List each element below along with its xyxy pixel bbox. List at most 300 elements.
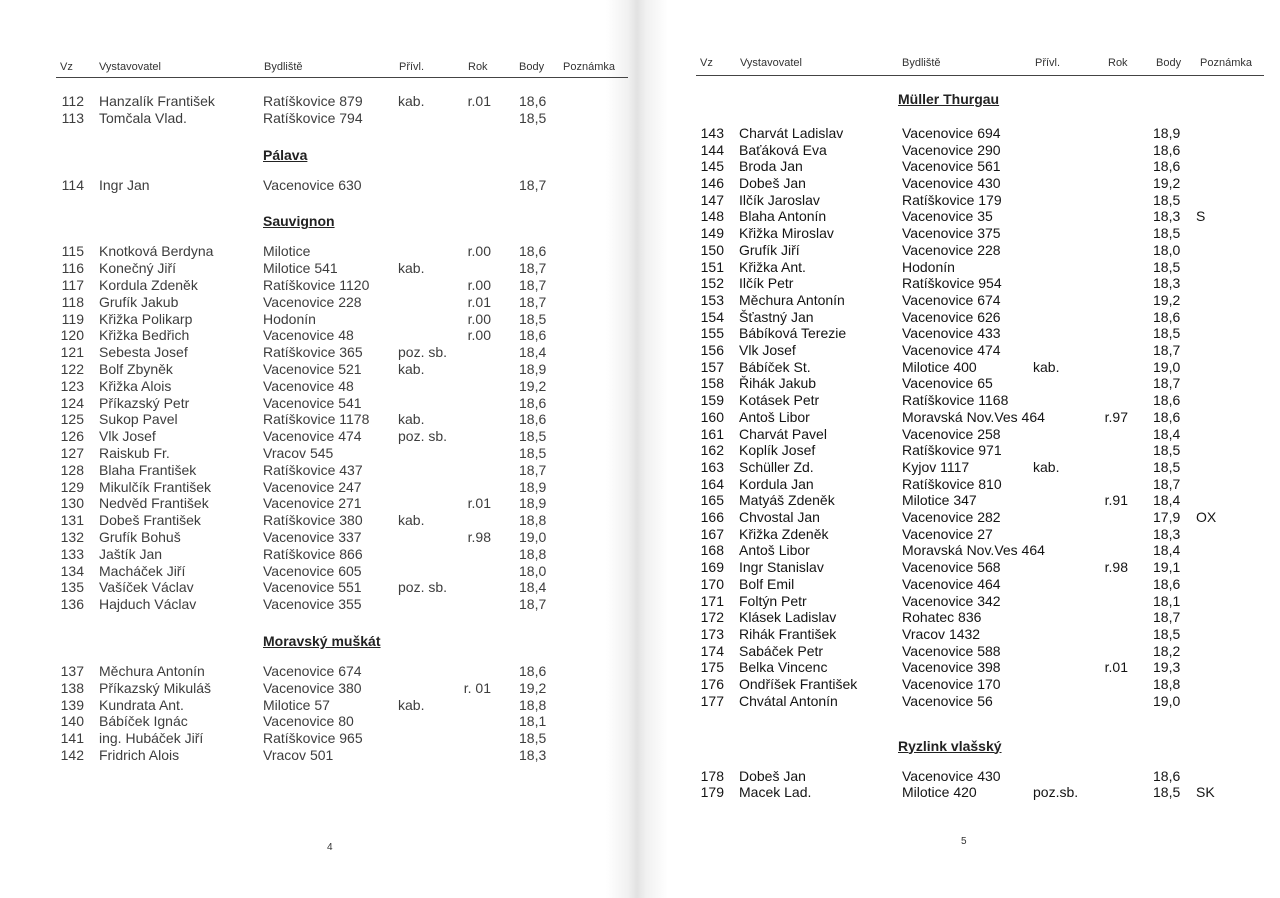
points: 18,3 bbox=[1153, 526, 1181, 542]
points: 19,1 bbox=[1153, 559, 1181, 575]
entry-number: 160 bbox=[700, 409, 724, 425]
entry-number: 167 bbox=[700, 526, 724, 542]
attribute: poz. sb. bbox=[398, 344, 448, 360]
attribute: kab. bbox=[398, 411, 425, 427]
exhibitor-name: Nedvěd František bbox=[99, 495, 209, 511]
residence: Milotice 541 bbox=[263, 260, 338, 276]
table-row bbox=[640, 275, 1280, 292]
table-row bbox=[640, 225, 1280, 242]
exhibitor-name: Dobeš Jan bbox=[739, 768, 806, 784]
points: 19,0 bbox=[1153, 359, 1181, 375]
exhibitor-name: Šťastný Jan bbox=[739, 309, 814, 325]
residence: Ratíškovice 954 bbox=[902, 275, 1002, 291]
exhibitor-name: Antoš Libor bbox=[739, 542, 810, 558]
residence: Vracov 545 bbox=[263, 445, 334, 461]
entry-number: 176 bbox=[700, 676, 724, 692]
section-heading: Pálava bbox=[263, 146, 308, 163]
table-row bbox=[0, 596, 640, 613]
points: 19,0 bbox=[1153, 693, 1181, 709]
exhibitor-name: Bolf Zbyněk bbox=[99, 361, 173, 377]
table-row bbox=[640, 392, 1280, 409]
exhibitor-name: Ilčík Petr bbox=[739, 275, 794, 291]
residence: Vacenovice 694 bbox=[902, 125, 1001, 141]
entry-number: 151 bbox=[700, 259, 724, 275]
points: 19,2 bbox=[1153, 292, 1181, 308]
residence: Vacenovice 247 bbox=[263, 479, 362, 495]
column-header-points: Body bbox=[1156, 57, 1182, 69]
residence: Hodonín bbox=[902, 259, 955, 275]
table-row bbox=[0, 378, 640, 395]
points: 18,9 bbox=[519, 479, 547, 495]
residence: Vacenovice 228 bbox=[263, 294, 362, 310]
points: 18,5 bbox=[1153, 784, 1181, 800]
points: 18,3 bbox=[1153, 275, 1181, 291]
entry-number: 129 bbox=[60, 479, 84, 495]
attribute: kab. bbox=[398, 260, 425, 276]
entry-number: 173 bbox=[700, 626, 724, 642]
residence: Ratíškovice 365 bbox=[263, 344, 363, 360]
entry-number: 133 bbox=[60, 546, 84, 562]
points: 18,5 bbox=[519, 428, 547, 444]
table-row bbox=[0, 495, 640, 512]
residence: Vracov 1432 bbox=[902, 626, 981, 642]
exhibitor-name: Řihák Jakub bbox=[739, 375, 817, 391]
entry-number: 137 bbox=[60, 663, 84, 679]
points: 19,3 bbox=[1153, 659, 1181, 675]
exhibitor-name: Antoš Libor bbox=[739, 409, 810, 425]
residence: Vacenovice 541 bbox=[263, 395, 362, 411]
exhibitor-name: Mikulčík František bbox=[99, 479, 212, 495]
entry-number: 154 bbox=[700, 309, 724, 325]
residence: Vacenovice 398 bbox=[902, 659, 1001, 675]
entry-number: 174 bbox=[700, 643, 724, 659]
vintage-year: r.00 bbox=[467, 311, 491, 327]
entry-number: 153 bbox=[700, 292, 724, 308]
points: 18,6 bbox=[1153, 768, 1181, 784]
entry-number: 145 bbox=[700, 158, 724, 174]
table-row bbox=[0, 294, 640, 311]
table-row bbox=[0, 529, 640, 546]
exhibitor-name: Ingr Stanislav bbox=[739, 559, 824, 575]
entry-number: 178 bbox=[700, 768, 724, 784]
points: 18,7 bbox=[519, 177, 547, 193]
residence: Vacenovice 35 bbox=[902, 208, 993, 224]
residence: Vacenovice 474 bbox=[263, 428, 362, 444]
exhibitor-name: Kordula Zdeněk bbox=[99, 277, 198, 293]
attribute: kab. bbox=[1033, 459, 1060, 475]
points: 19,2 bbox=[1153, 175, 1181, 191]
entry-number: 149 bbox=[700, 225, 724, 241]
entry-number: 170 bbox=[700, 576, 724, 592]
exhibitor-name: Ingr Jan bbox=[99, 177, 150, 193]
exhibitor-name: Kordula Jan bbox=[739, 476, 814, 492]
table-row bbox=[640, 526, 1280, 543]
exhibitor-name: Chvostal Jan bbox=[739, 509, 820, 525]
entry-number: 124 bbox=[60, 395, 84, 411]
residence: Vacenovice 27 bbox=[902, 526, 993, 542]
residence: Hodonín bbox=[263, 311, 316, 327]
residence: Vacenovice 258 bbox=[902, 426, 1001, 442]
entry-number: 143 bbox=[700, 125, 724, 141]
residence: Vacenovice 561 bbox=[902, 158, 1001, 174]
note: S bbox=[1196, 208, 1206, 224]
exhibitor-name: Blaha Antonín bbox=[739, 208, 827, 224]
entry-number: 118 bbox=[61, 294, 84, 310]
entry-number: 123 bbox=[60, 378, 84, 394]
points: 18,5 bbox=[1153, 259, 1181, 275]
exhibitor-name: Charvát Pavel bbox=[739, 426, 827, 442]
vintage-year: r.91 bbox=[1104, 492, 1128, 508]
attribute: poz.sb. bbox=[1033, 784, 1079, 800]
table-row bbox=[640, 192, 1280, 209]
table-row bbox=[0, 462, 640, 479]
residence: Vacenovice 48 bbox=[263, 327, 354, 343]
entry-number: 146 bbox=[700, 175, 724, 191]
column-header-note: Poznámka bbox=[563, 61, 615, 73]
exhibitor-name: Příkazský Mikuláš bbox=[99, 680, 212, 696]
exhibitor-name: Křižka Polikarp bbox=[99, 311, 193, 327]
entry-number: 162 bbox=[700, 442, 724, 458]
residence: Rohatec 836 bbox=[902, 609, 982, 625]
entry-number: 159 bbox=[700, 392, 724, 408]
table-row bbox=[640, 292, 1280, 309]
points: 18,8 bbox=[1153, 676, 1181, 692]
entry-number: 165 bbox=[700, 492, 724, 508]
entry-number: 126 bbox=[60, 428, 84, 444]
attribute: kab. bbox=[1033, 359, 1060, 375]
exhibitor-name: Jaštík Jan bbox=[99, 546, 163, 562]
residence: Vacenovice 588 bbox=[902, 643, 1001, 659]
entry-number: 113 bbox=[61, 110, 84, 126]
residence: Vacenovice 630 bbox=[263, 177, 362, 193]
exhibitor-name: Sabáček Petr bbox=[739, 643, 824, 659]
exhibitor-name: Klásek Ladislav bbox=[739, 609, 837, 625]
table-row bbox=[0, 697, 640, 714]
entry-number: 121 bbox=[60, 344, 84, 360]
points: 18,3 bbox=[519, 747, 547, 763]
residence: Ratíškovice 1168 bbox=[902, 392, 1009, 408]
exhibitor-name: Grufík Jakub bbox=[99, 294, 179, 310]
points: 18,5 bbox=[1153, 325, 1181, 341]
points: 18,5 bbox=[519, 730, 547, 746]
residence: Vacenovice 464 bbox=[902, 576, 1001, 592]
entry-number: 142 bbox=[60, 747, 84, 763]
entry-number: 116 bbox=[61, 260, 84, 276]
residence: Vacenovice 342 bbox=[902, 593, 1001, 609]
residence: Vacenovice 430 bbox=[902, 175, 1001, 191]
residence: Vacenovice 674 bbox=[263, 663, 362, 679]
attribute: kab. bbox=[398, 93, 425, 109]
vintage-year: r.01 bbox=[467, 495, 491, 511]
table-row bbox=[0, 395, 640, 412]
residence: Vacenovice 551 bbox=[263, 579, 362, 595]
column-header-year: Rok bbox=[1108, 57, 1128, 69]
entry-number: 130 bbox=[60, 495, 84, 511]
table-row bbox=[0, 110, 640, 127]
table-row bbox=[640, 784, 1280, 801]
residence: Vacenovice 56 bbox=[902, 693, 993, 709]
points: 18,7 bbox=[519, 462, 547, 478]
points: 18,7 bbox=[1153, 476, 1181, 492]
vintage-year: r.97 bbox=[1104, 409, 1128, 425]
table-row bbox=[640, 359, 1280, 376]
table-row bbox=[640, 676, 1280, 693]
entry-number: 175 bbox=[700, 659, 724, 675]
exhibitor-name: Hajduch Václav bbox=[99, 596, 197, 612]
exhibitor-name: Sukop Pavel bbox=[99, 411, 178, 427]
table-row bbox=[0, 563, 640, 580]
entry-number: 128 bbox=[60, 462, 84, 478]
column-header-exhibitor: Vystavovatel bbox=[99, 61, 161, 73]
exhibitor-name: Bolf Emil bbox=[739, 576, 795, 592]
table-row bbox=[640, 509, 1280, 526]
table-row bbox=[0, 361, 640, 378]
column-header-residence: Bydliště bbox=[902, 57, 941, 69]
exhibitor-name: Vlk Josef bbox=[739, 342, 796, 358]
exhibitor-name: Příkazský Petr bbox=[99, 395, 190, 411]
table-row bbox=[0, 730, 640, 747]
points: 18,6 bbox=[1153, 392, 1181, 408]
vintage-year: r.98 bbox=[467, 529, 491, 545]
points: 18,9 bbox=[519, 361, 547, 377]
table-row bbox=[640, 609, 1280, 626]
table-row bbox=[640, 442, 1280, 459]
entry-number: 132 bbox=[60, 529, 84, 545]
table-row bbox=[0, 747, 640, 764]
points: 18,6 bbox=[519, 243, 547, 259]
table-row bbox=[640, 576, 1280, 593]
right-page bbox=[640, 0, 1280, 898]
exhibitor-name: Ilčík Jaroslav bbox=[739, 192, 820, 208]
table-row bbox=[0, 243, 640, 260]
attribute: kab. bbox=[398, 512, 425, 528]
exhibitor-name: Kundrata Ant. bbox=[99, 697, 184, 713]
residence: Milotice 420 bbox=[902, 784, 977, 800]
table-row bbox=[640, 409, 1280, 426]
points: 18,6 bbox=[519, 411, 547, 427]
points: 18,4 bbox=[1153, 542, 1181, 558]
column-header-year: Rok bbox=[468, 61, 488, 73]
residence: Vacenovice 521 bbox=[263, 361, 362, 377]
points: 19,0 bbox=[519, 529, 547, 545]
exhibitor-name: Vlk Josef bbox=[99, 428, 156, 444]
column-header-adj: Přívl. bbox=[1035, 57, 1061, 69]
header-rule bbox=[56, 77, 628, 78]
table-row bbox=[640, 559, 1280, 576]
entry-number: 134 bbox=[60, 563, 84, 579]
points: 18,7 bbox=[519, 596, 547, 612]
entry-number: 172 bbox=[700, 609, 724, 625]
entry-number: 152 bbox=[700, 275, 724, 291]
table-row bbox=[0, 579, 640, 596]
entry-number: 156 bbox=[700, 342, 724, 358]
points: 18,2 bbox=[1153, 643, 1181, 659]
entry-number: 150 bbox=[700, 242, 724, 258]
points: 17,9 bbox=[1153, 509, 1181, 525]
table-row bbox=[640, 175, 1280, 192]
table-row bbox=[0, 344, 640, 361]
exhibitor-name: Konečný Jiří bbox=[99, 260, 177, 276]
exhibitor-name: Křižka Zdeněk bbox=[739, 526, 829, 542]
points: 18,1 bbox=[1153, 593, 1181, 609]
exhibitor-name: Sebesta Josef bbox=[99, 344, 188, 360]
entry-number: 119 bbox=[61, 311, 84, 327]
points: 18,4 bbox=[519, 579, 547, 595]
residence: Ratíškovice 1120 bbox=[263, 277, 370, 293]
table-row bbox=[0, 260, 640, 277]
entry-number: 140 bbox=[60, 713, 84, 729]
entry-number: 157 bbox=[700, 359, 724, 375]
exhibitor-name: Ondříšek František bbox=[739, 676, 858, 692]
points: 18,5 bbox=[1153, 626, 1181, 642]
points: 18,6 bbox=[1153, 576, 1181, 592]
note: OX bbox=[1196, 509, 1217, 525]
table-row bbox=[640, 309, 1280, 326]
entry-number: 120 bbox=[60, 327, 84, 343]
residence: Vacenovice 375 bbox=[902, 225, 1001, 241]
table-row bbox=[640, 459, 1280, 476]
section-heading: Ryzlink vlašský bbox=[898, 737, 1002, 754]
exhibitor-name: Dobeš František bbox=[99, 512, 201, 528]
residence: Vacenovice 65 bbox=[902, 375, 993, 391]
note: SK bbox=[1196, 784, 1215, 800]
residence: Vacenovice 605 bbox=[263, 563, 362, 579]
entry-number: 179 bbox=[700, 784, 724, 800]
header-rule bbox=[696, 75, 1264, 76]
vintage-year: r.00 bbox=[467, 243, 491, 259]
entry-number: 171 bbox=[700, 593, 724, 609]
residence: Ratíškovice 1178 bbox=[263, 411, 370, 427]
points: 18,8 bbox=[519, 512, 547, 528]
table-row bbox=[640, 325, 1280, 342]
residence: Vacenovice 80 bbox=[263, 713, 354, 729]
entry-number: 155 bbox=[700, 325, 724, 341]
vintage-year: r.01 bbox=[467, 93, 491, 109]
exhibitor-name: Schüller Zd. bbox=[739, 459, 814, 475]
table-row bbox=[640, 643, 1280, 660]
attribute: kab. bbox=[398, 361, 425, 377]
table-row bbox=[640, 626, 1280, 643]
table-row bbox=[640, 375, 1280, 392]
residence: Vacenovice 337 bbox=[263, 529, 362, 545]
column-header-points: Body bbox=[519, 61, 545, 73]
vintage-year: r.00 bbox=[467, 277, 491, 293]
residence: Ratíškovice 794 bbox=[263, 110, 363, 126]
points: 18,7 bbox=[519, 260, 547, 276]
entry-number: 127 bbox=[60, 445, 84, 461]
table-row bbox=[0, 277, 640, 294]
points: 18,4 bbox=[519, 344, 547, 360]
table-row bbox=[0, 713, 640, 730]
residence: Ratíškovice 810 bbox=[902, 476, 1002, 492]
table-row bbox=[0, 428, 640, 445]
table-row bbox=[640, 768, 1280, 785]
entry-number: 122 bbox=[60, 361, 84, 377]
section-heading: Müller Thurgau bbox=[898, 91, 1000, 107]
entry-number: 117 bbox=[61, 277, 84, 293]
entry-number: 166 bbox=[700, 509, 724, 525]
exhibitor-name: Dobeš Jan bbox=[739, 175, 806, 191]
entry-number: 138 bbox=[60, 680, 84, 696]
exhibitor-name: Bábíček Ignác bbox=[99, 713, 188, 729]
section-heading: Sauvignon bbox=[263, 213, 335, 230]
column-header-vz: Vz bbox=[700, 57, 713, 69]
table-row bbox=[0, 663, 640, 680]
residence: Vacenovice 568 bbox=[902, 559, 1001, 575]
points: 18,5 bbox=[519, 311, 547, 327]
column-header-vz: Vz bbox=[60, 61, 73, 73]
residence: Vacenovice 430 bbox=[902, 768, 1001, 784]
residence: Vacenovice 433 bbox=[902, 325, 1001, 341]
residence: Ratíškovice 971 bbox=[902, 442, 1002, 458]
table-row bbox=[640, 542, 1280, 559]
table-row bbox=[0, 327, 640, 344]
entry-number: 141 bbox=[60, 730, 84, 746]
entry-number: 148 bbox=[700, 208, 724, 224]
entry-number: 114 bbox=[61, 177, 84, 193]
residence: Ratíškovice 380 bbox=[263, 512, 363, 528]
points: 18,4 bbox=[1153, 492, 1181, 508]
points: 19,2 bbox=[519, 680, 547, 696]
points: 18,6 bbox=[1153, 409, 1181, 425]
residence: Vacenovice 48 bbox=[263, 378, 354, 394]
residence: Kyjov 1117 bbox=[902, 459, 970, 475]
points: 19,2 bbox=[519, 378, 547, 394]
table-row bbox=[640, 476, 1280, 493]
table-row bbox=[640, 242, 1280, 259]
residence: Vracov 501 bbox=[263, 747, 334, 763]
vintage-year: r.01 bbox=[467, 294, 491, 310]
table-row bbox=[640, 593, 1280, 610]
exhibitor-name: Koplík Josef bbox=[739, 442, 816, 458]
residence: Vacenovice 626 bbox=[902, 309, 1001, 325]
exhibitor-name: Křižka Alois bbox=[99, 378, 172, 394]
table-row bbox=[0, 445, 640, 462]
exhibitor-name: Křižka Bedřich bbox=[99, 327, 190, 343]
residence: Ratíškovice 437 bbox=[263, 462, 363, 478]
table-row bbox=[640, 125, 1280, 142]
entry-number: 164 bbox=[700, 476, 724, 492]
exhibitor-name: Broda Jan bbox=[739, 158, 803, 174]
points: 18,8 bbox=[519, 697, 547, 713]
residence: Vacenovice 674 bbox=[902, 292, 1001, 308]
entry-number: 163 bbox=[700, 459, 724, 475]
exhibitor-name: Macháček Jiří bbox=[99, 563, 186, 579]
entry-number: 135 bbox=[60, 579, 84, 595]
residence: Moravská Nov.Ves 464 bbox=[902, 542, 1045, 558]
points: 18,6 bbox=[519, 327, 547, 343]
exhibitor-name: Měchura Antonín bbox=[739, 292, 845, 308]
column-header-exhibitor: Vystavovatel bbox=[740, 57, 802, 69]
table-row bbox=[640, 208, 1280, 225]
table-row bbox=[640, 693, 1280, 710]
table-row bbox=[640, 158, 1280, 175]
points: 18,5 bbox=[519, 445, 547, 461]
residence: Vacenovice 355 bbox=[263, 596, 362, 612]
entry-number: 139 bbox=[60, 697, 84, 713]
exhibitor-name: Macek Lad. bbox=[739, 784, 812, 800]
exhibitor-name: Grufík Bohuš bbox=[99, 529, 181, 545]
residence: Milotice 57 bbox=[263, 697, 330, 713]
residence: Ratíškovice 866 bbox=[263, 546, 363, 562]
entry-number: 147 bbox=[700, 192, 724, 208]
table-row bbox=[0, 411, 640, 428]
points: 18,6 bbox=[519, 395, 547, 411]
points: 18,7 bbox=[1153, 375, 1181, 391]
entry-number: 112 bbox=[61, 93, 84, 109]
table-row bbox=[0, 546, 640, 563]
points: 18,5 bbox=[1153, 192, 1181, 208]
